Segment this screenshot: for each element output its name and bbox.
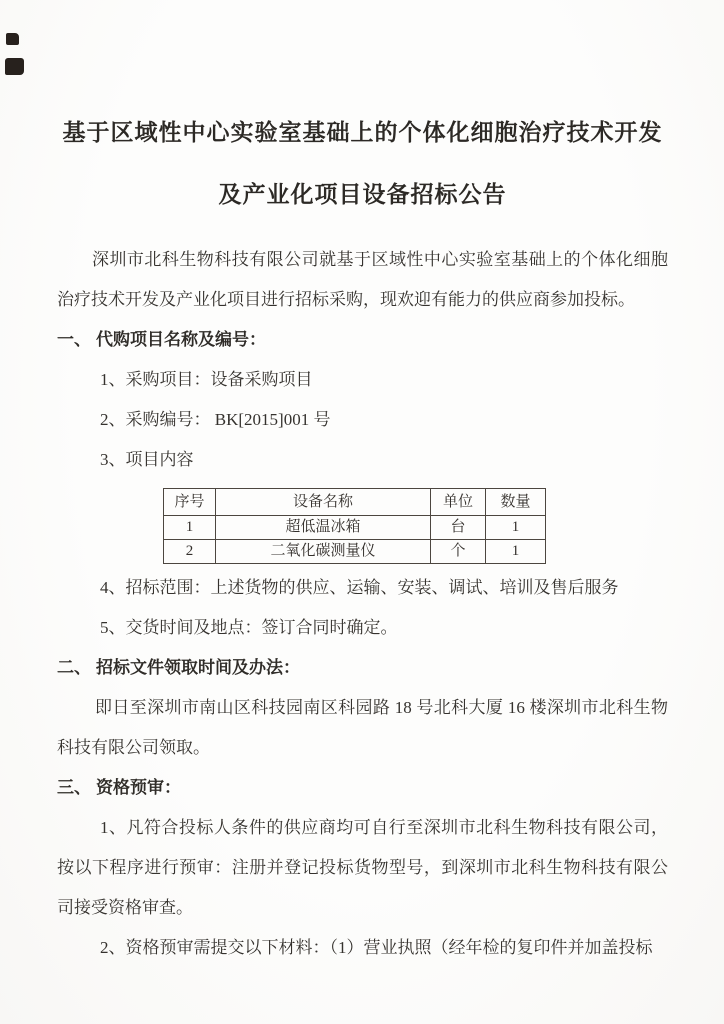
section-heading-label: 招标文件领取时间及办法： [96,658,300,677]
list-item-procurement-project: 1、采购项目：设备采购项目 [100,370,313,389]
table-row [164,516,546,540]
section-heading-label: 资格预审： [96,778,181,797]
table-cell-name: 超低温冰箱 [216,516,431,540]
list-item-project-content: 3、项目内容 [100,450,194,469]
list-item-bid-scope: 4、招标范围：上述货物的供应、运输、安装、调试、培训及售后服务 [100,578,619,597]
document-collection-paragraph: 即日至深圳市南山区科技园南区科园路 18 号北科大厦 16 楼深圳市北科生物科技有限公司领取。 [57,698,668,757]
scan-artifact [6,33,19,45]
list-item-procurement-number: 2、采购编号： BK[2015]001 号 [100,410,331,429]
list-item-delivery: 5、交货时间及地点：签订合同时确定。 [100,618,398,637]
scan-artifact [5,58,24,75]
table-cell-qty: 1 [486,516,546,540]
table-header-seq: 序号 [164,489,216,516]
prequalification-paragraph-2: 2、资格预审需提交以下材料：（1）营业执照（经年检的复印件并加盖投标 [100,938,653,957]
page-title-line2: 及产业化项目设备招标公告 [218,182,507,207]
table-header-unit: 单位 [431,489,486,516]
table-cell-qty: 1 [486,540,546,564]
table-cell-name: 二氧化碳测量仪 [216,540,431,564]
section-marker: 一、 [57,330,91,349]
table-header-qty: 数量 [486,489,546,516]
table-cell-seq: 1 [164,516,216,540]
section-heading-3 [57,768,668,808]
prequalification-paragraph-1: 1、凡符合投标人条件的供应商均可自行至深圳市北科生物科技有限公司，按以下程序进行预审：注册并登记投标货物型号，到深圳市北科生物科技有限公司接受资格审查。 [57,818,668,917]
section-heading-label: 代购项目名称及编号： [96,330,266,349]
intro-paragraph: 深圳市北科生物科技有限公司就基于区域性中心实验室基础上的个体化细胞治疗技术开发及产业化项目进行招标采购，现欢迎有能力的供应商参加投标。 [57,250,668,309]
equipment-table [163,488,546,564]
table-row [164,540,546,564]
section-marker: 二、 [57,658,91,677]
table-header-row [164,489,546,516]
table-header-name: 设备名称 [216,489,431,516]
table-cell-unit: 台 [431,516,486,540]
table-cell-unit: 个 [431,540,486,564]
page-title-line1: 基于区域性中心实验室基础上的个体化细胞治疗技术开发 [62,120,663,145]
table-cell-seq: 2 [164,540,216,564]
section-marker: 三、 [57,778,91,797]
section-heading-1 [57,320,668,360]
section-heading-2 [57,648,668,688]
